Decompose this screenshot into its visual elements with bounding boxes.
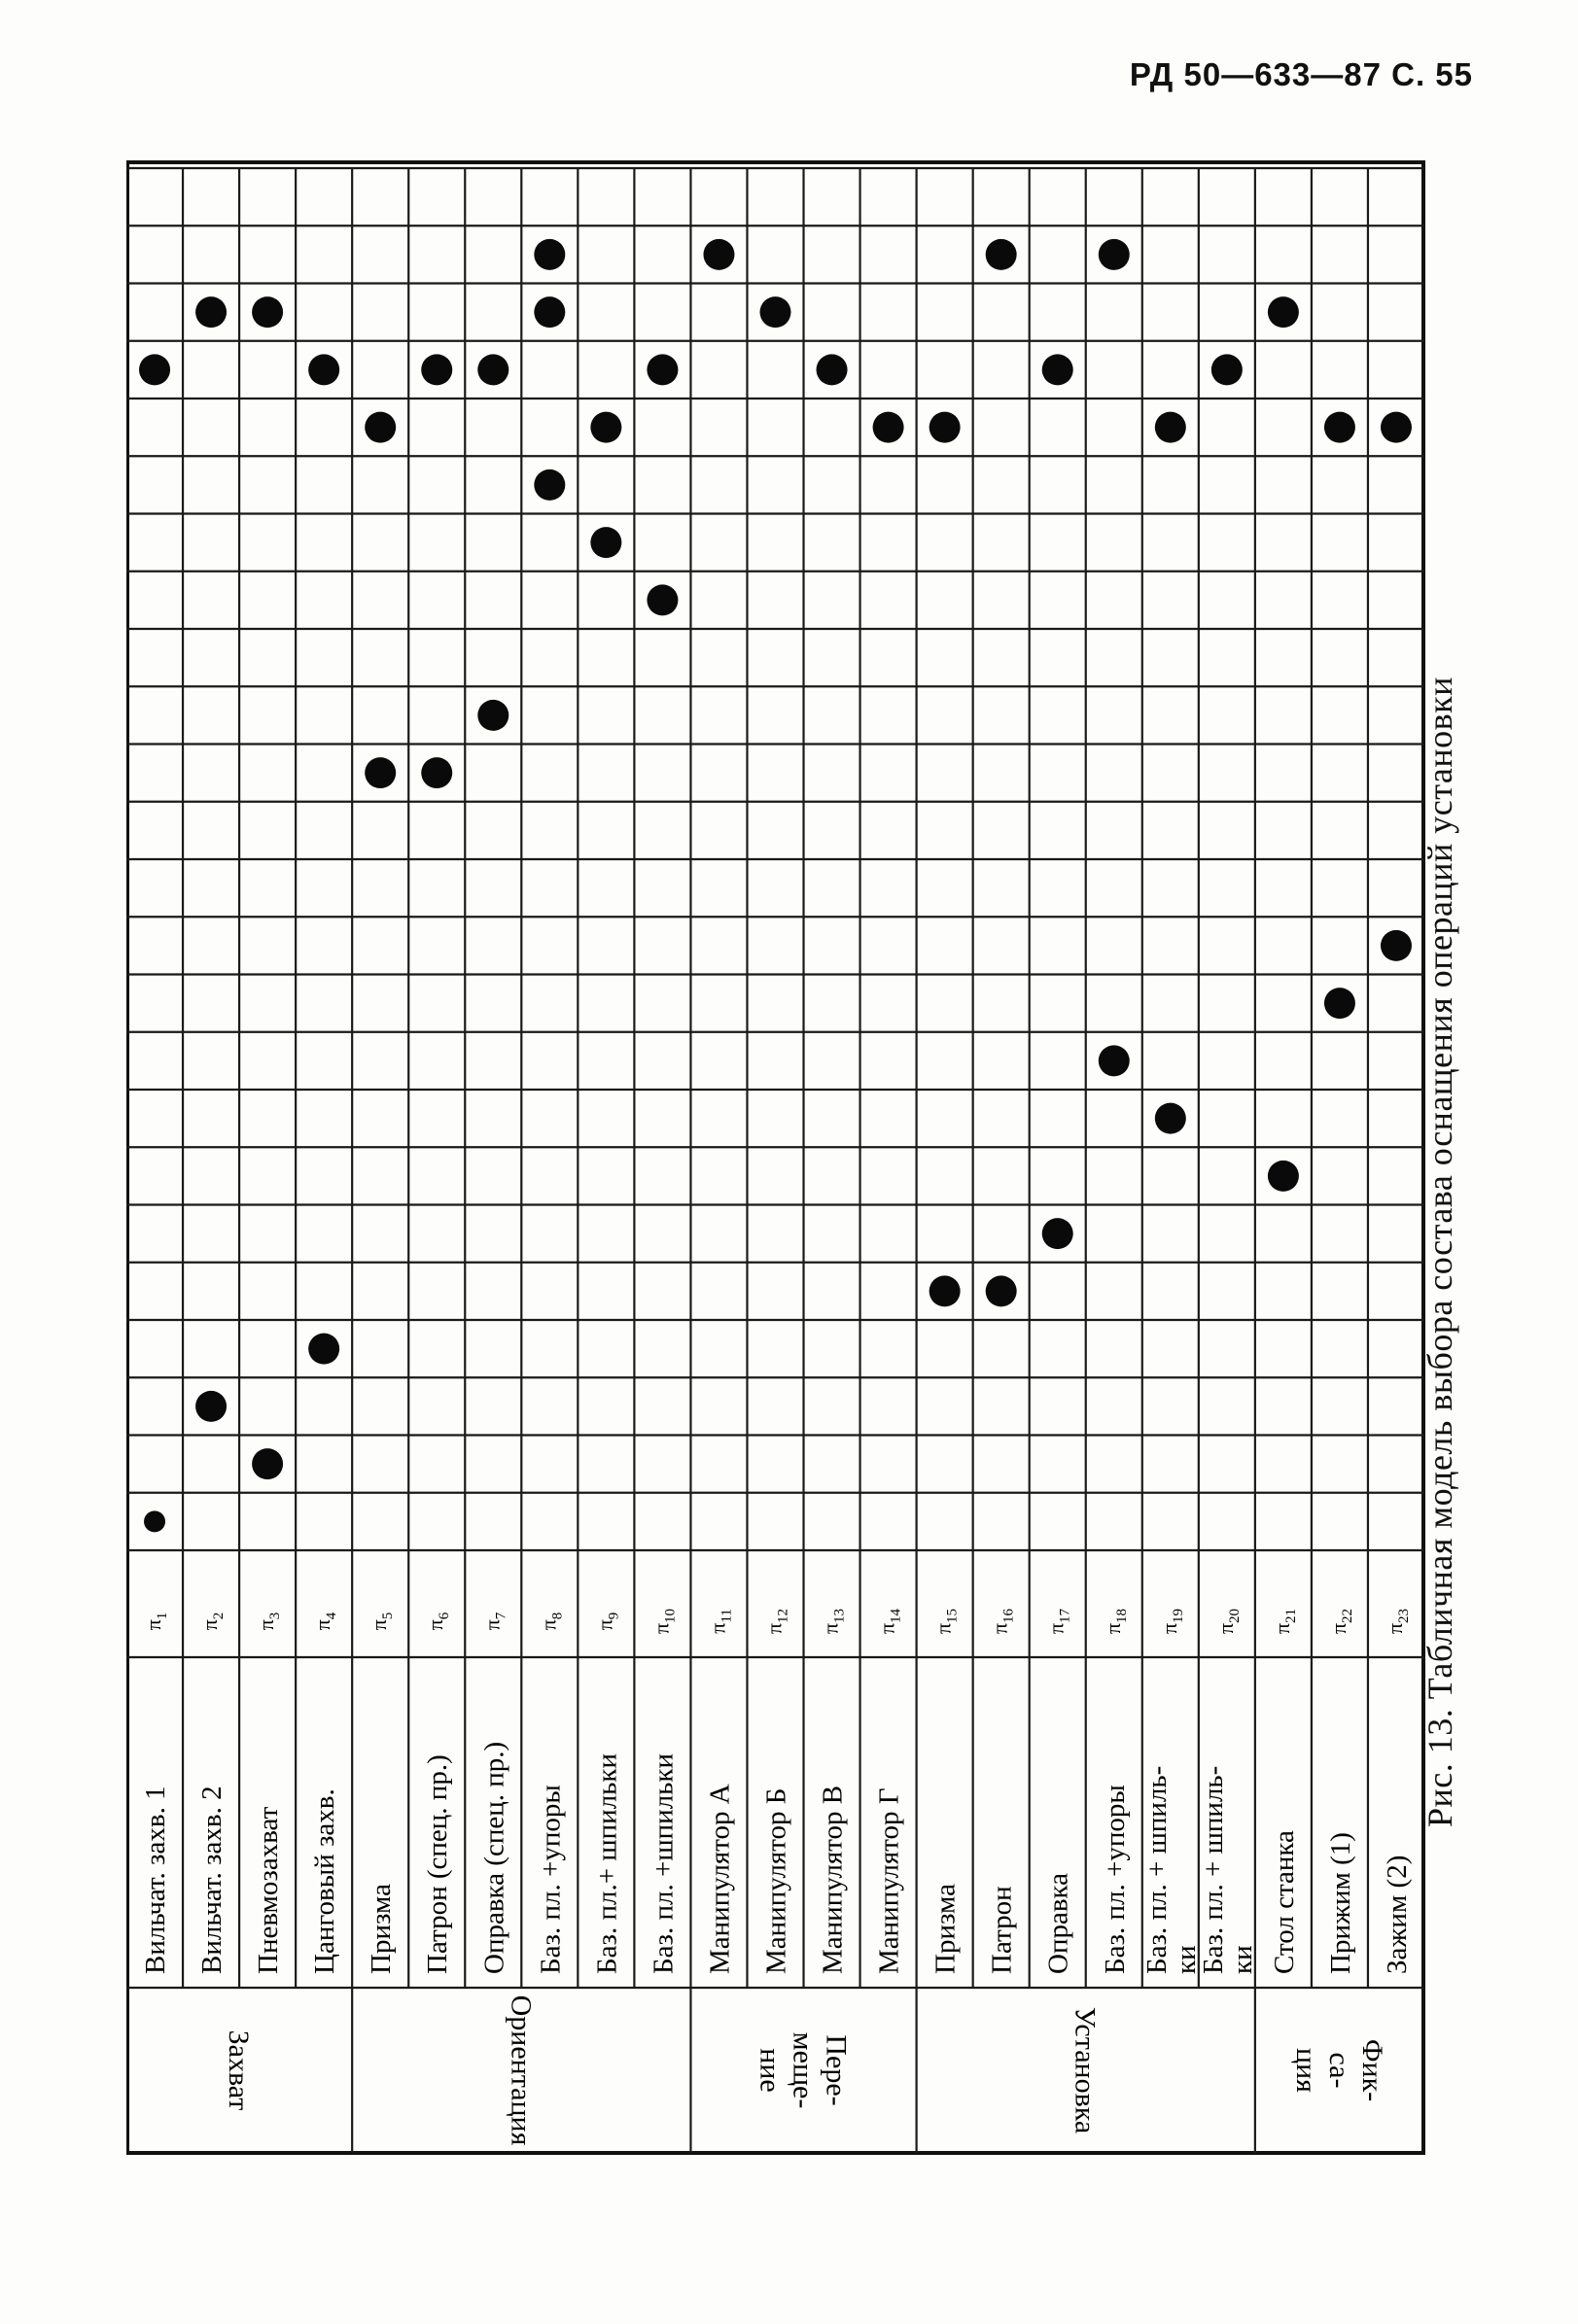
row-pi-label [1157,1609,1186,1634]
row-label-line: Манипулятор Б [760,1787,792,1974]
selection-dot [1042,354,1073,385]
row-label [761,1788,792,1974]
row-label-line: Баз. пл. +упоры [1099,1785,1131,1974]
group-label [505,1995,537,2146]
row-label-line: ки [1170,1945,1202,1974]
selection-dot [760,296,791,328]
pi-symbol: π [536,1619,561,1631]
row-label [648,1753,679,1974]
pi-subscript: 17 [1057,1608,1073,1623]
row-pi-label [1213,1609,1243,1634]
group-label-line: Установка [1069,2006,1102,2134]
pi-subscript: 6 [437,1612,453,1620]
row-pi-label [988,1608,1017,1634]
row-pi-label [1270,1609,1299,1634]
row-label-line: Оправка (спец. пр.) [478,1741,510,1974]
selection-dot [252,1448,283,1479]
selection-dot [477,354,508,385]
row-label [591,1753,622,1974]
selection-dot [1381,930,1412,961]
row-pi-label [1383,1609,1412,1634]
row-label [196,1786,228,1974]
row-pi-label [536,1613,565,1631]
row-pi-label [762,1609,791,1634]
row-label [1198,1766,1258,1974]
selection-dot [144,1510,165,1532]
group-label-line: Ориентация [505,1994,538,2146]
row-label-line: Пневмозахват [253,1806,285,1974]
pi-subscript: 20 [1226,1608,1243,1623]
pi-subscript: 1 [155,1612,171,1620]
pi-symbol: π [1043,1622,1069,1635]
selection-dot [534,296,565,328]
selection-dot [986,239,1017,270]
selection-dot [1268,296,1299,328]
row-label-line: Манипулятор А [704,1784,736,1974]
row-pi-label [1326,1609,1355,1634]
selection-dot [1099,1045,1130,1076]
pi-symbol: π [479,1619,505,1631]
selection-dot [929,412,961,443]
selection-dot [929,1275,961,1306]
row-label-line: Цанговый захв. [309,1788,341,1974]
pi-symbol: π [197,1619,223,1631]
row-label-line: Зажим (2) [1381,1855,1413,1974]
row-pi-label [649,1609,678,1634]
row-label-line: ки [1226,1945,1258,1974]
row-label [1269,1830,1300,1974]
row-label [253,1806,284,1974]
selection-dot [308,354,339,385]
group-label-line: Пере- [820,2034,853,2106]
pi-symbol: π [1100,1622,1125,1635]
pi-symbol: π [1269,1622,1294,1635]
pi-symbol: π [310,1619,335,1631]
row-label-line: Манипулятор В [817,1785,849,1974]
group-label-line: ние [754,2048,787,2093]
row-label-line: Призма [366,1883,398,1974]
row-label [874,1787,905,1974]
pi-subscript: 10 [662,1608,679,1623]
pi-subscript: 2 [211,1612,228,1620]
row-label-line: Манипулятор Г [873,1787,905,1974]
pi-symbol: π [1212,1622,1238,1635]
row-label [309,1788,340,1974]
pi-subscript: 8 [549,1612,566,1620]
row-label [422,1754,453,1974]
selection-dot [477,700,508,731]
pi-symbol: π [1325,1622,1350,1635]
selection-dot [1099,239,1130,270]
selection-dot [703,239,734,270]
figure [126,160,1429,2163]
selection-dot [308,1334,339,1365]
table-labels [140,1608,1413,2145]
selection-dot [252,296,283,328]
pi-subscript: 9 [606,1612,622,1620]
selection-dot [421,354,452,385]
row-label [366,1884,397,1974]
row-label-line: Баз. пл. +упоры [535,1785,567,1974]
group-label [754,2032,853,2109]
selection-dot [139,354,170,385]
page-header: РД 50—633—87 С. 55 [1129,56,1473,92]
group-label-line: ция [1289,2048,1322,2093]
pi-subscript: 3 [267,1612,284,1620]
selection-dot [365,412,396,443]
pi-subscript: 7 [493,1612,509,1620]
pi-symbol: π [705,1622,730,1634]
row-pi-label [254,1613,283,1631]
row-pi-label [423,1612,452,1630]
row-pi-label [197,1613,227,1631]
row-label-line: Баз. пл. + шпиль- [1140,1765,1173,1974]
row-label-line: Оправка [1042,1872,1074,1974]
pi-symbol: π [649,1622,674,1635]
pi-symbol: π [1156,1622,1181,1635]
selection-dot [1211,354,1243,385]
selection-dot [590,412,621,443]
row-label [478,1742,509,1974]
pi-subscript: 21 [1282,1608,1299,1623]
selection-dot [365,757,396,788]
selection-dot [1042,1218,1073,1249]
row-pi-label [479,1612,508,1630]
pi-subscript: 11 [719,1609,735,1623]
pi-symbol: π [254,1619,279,1631]
pi-symbol: π [930,1622,956,1635]
row-pi-label [819,1609,848,1634]
table-marks [139,239,1412,1533]
selection-dot [647,584,678,615]
pi-subscript: 5 [380,1612,397,1620]
selection-dot [195,1391,227,1422]
pi-symbol: π [874,1622,899,1635]
pi-subscript: 16 [1000,1608,1017,1623]
row-pi-label [310,1612,339,1630]
group-label-line: Фик- [1355,2038,1388,2102]
group-label [1290,2039,1388,2101]
row-label-line: Баз. пл.+ шпильки [591,1752,623,1974]
row-pi-label [592,1613,621,1631]
pi-subscript: 13 [831,1608,848,1623]
pi-subscript: 15 [944,1608,961,1623]
pi-subscript: 12 [775,1608,791,1623]
row-label-line: Прижим (1) [1324,1832,1356,1974]
pi-symbol: π [423,1619,448,1631]
row-label [535,1785,566,1974]
group-label-line: меще- [787,2031,820,2109]
pi-subscript: 18 [1113,1608,1130,1623]
selection-dot [1324,412,1355,443]
row-label [987,1886,1018,1974]
row-label-line: Патрон (спец. пр.) [422,1754,454,1974]
selection-dot [986,1275,1017,1306]
row-label-line: Патрон [986,1886,1018,1974]
selection-dot [873,412,904,443]
pi-symbol: π [367,1619,392,1631]
group-label-line: са- [1322,2052,1355,2089]
selection-dot [590,527,621,558]
selection-dot [421,757,452,788]
group-label [1070,2007,1102,2133]
selection-dot [1155,1103,1186,1134]
selection-dot [1381,412,1412,443]
pi-subscript: 22 [1339,1608,1355,1623]
selection-dot [1268,1161,1299,1192]
row-label-line: Вильчат. захв. 1 [140,1786,172,1974]
row-label [1141,1766,1202,1974]
pi-symbol: π [818,1622,843,1635]
pi-symbol: π [1382,1622,1407,1635]
row-pi-label [705,1609,734,1634]
row-label [1100,1785,1131,1974]
row-pi-label [875,1608,904,1634]
pi-subscript: 4 [324,1612,340,1620]
row-pi-label [141,1613,170,1631]
row-label-line: Баз. пл. +шпильки [648,1752,680,1974]
selection-dot [817,354,848,385]
row-label-line: Призма [929,1883,962,1974]
pi-subscript: 23 [1395,1608,1412,1623]
figure-caption: Рис. 13. Табличная модель выбора состава оснащения операций установки [1420,676,1459,1827]
selection-table [126,160,1429,2163]
selection-dot [534,239,565,270]
row-label [930,1884,962,1974]
pi-symbol: π [987,1622,1012,1635]
row-label [1325,1832,1356,1974]
pi-subscript: 14 [888,1608,904,1623]
pi-subscript: 19 [1170,1608,1186,1623]
row-label [1382,1856,1413,1974]
row-pi-label [1101,1609,1130,1634]
pi-symbol: π [141,1619,166,1631]
row-pi-label [931,1609,961,1634]
row-label [140,1786,171,1974]
group-label [223,2030,255,2111]
row-label [1043,1873,1074,1974]
pi-symbol: π [761,1622,787,1635]
selection-dot [1324,988,1355,1019]
selection-dot [195,296,227,328]
group-label-line: Захват [223,2029,256,2111]
row-label-line: Баз. пл. + шпиль- [1197,1765,1229,1974]
selection-dot [534,469,565,501]
pi-symbol: π [592,1619,617,1631]
row-pi-label [367,1613,396,1631]
row-pi-label [1044,1608,1073,1634]
selection-dot [647,354,678,385]
row-label-line: Вильчат. захв. 2 [196,1786,228,1974]
row-label [704,1784,735,1974]
row-label [818,1786,849,1974]
row-label-line: Стол станка [1268,1830,1300,1974]
selection-dot [1155,412,1186,443]
